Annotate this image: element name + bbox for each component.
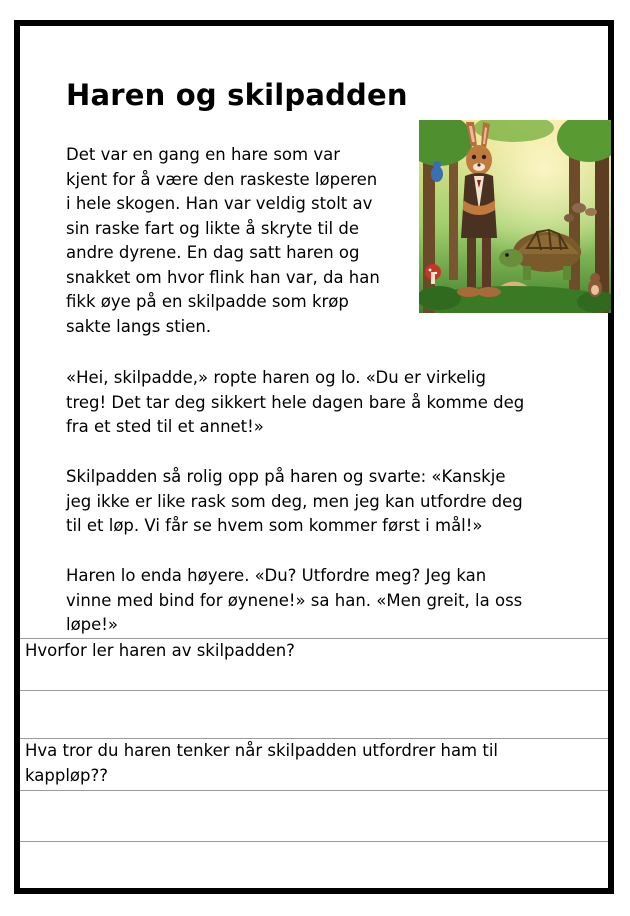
story-line: vinne med bind for øynene!» sa han. «Men greit, la oss (66, 590, 523, 610)
story-line: treg! Det tar deg sikkert hele dagen bare å komme deg (66, 392, 525, 412)
question-line: Hva tror du haren tenker når skilpadden utfordrer ham til (25, 741, 499, 760)
story-paragraph-2 (66, 366, 566, 440)
story-illustration-icon (419, 120, 611, 313)
story-line: snakket om hvor flink han var, da han (66, 267, 380, 287)
story-line: fra et sted til et annet!» (66, 417, 264, 436)
answer-line[interactable] (20, 690, 608, 691)
story-paragraph-3 (66, 465, 566, 539)
worksheet-page (14, 20, 614, 894)
story-line: løpe!» (66, 615, 119, 634)
story-line: «Hei, skilpadde,» ropte haren og lo. «Du er virkelig (66, 368, 486, 387)
story-line: Skilpadden så rolig opp på haren og svarte: «Kanskje (66, 467, 506, 486)
story-line: i hele skogen. Han var veldig stolt av (66, 194, 373, 213)
story-paragraph-4 (66, 564, 566, 638)
story-line: kjent for å være den raskeste løperen (66, 169, 378, 189)
story-line: jeg ikke er like rask som deg, men jeg kan utfordre deg (66, 491, 523, 511)
story-line: sakte langs stien. (66, 316, 212, 336)
question-line: kappløp?? (25, 766, 108, 785)
story-line: Haren lo enda høyere. «Du? Utfordre meg? Jeg kan (66, 566, 487, 585)
page-title: Haren og skilpadden (66, 78, 408, 112)
story-paragraph-1 (66, 143, 402, 339)
question-1 (25, 638, 595, 663)
answer-line[interactable] (20, 790, 608, 791)
question-2 (25, 738, 595, 788)
story-line: fikk øye på en skilpadde som krøp (66, 292, 349, 311)
story-line: Det var en gang en hare som var (66, 145, 340, 164)
story-line: andre dyrene. En dag satt haren og (66, 243, 360, 262)
story-line: sin raske fart og likte å skryte til de (66, 218, 359, 238)
hare-and-tortoise-illustration (419, 120, 611, 313)
story-line: til et løp. Vi får se hvem som kommer først i mål!» (66, 516, 483, 535)
answer-line[interactable] (20, 841, 608, 842)
question-line: Hvorfor ler haren av skilpadden? (25, 641, 295, 660)
